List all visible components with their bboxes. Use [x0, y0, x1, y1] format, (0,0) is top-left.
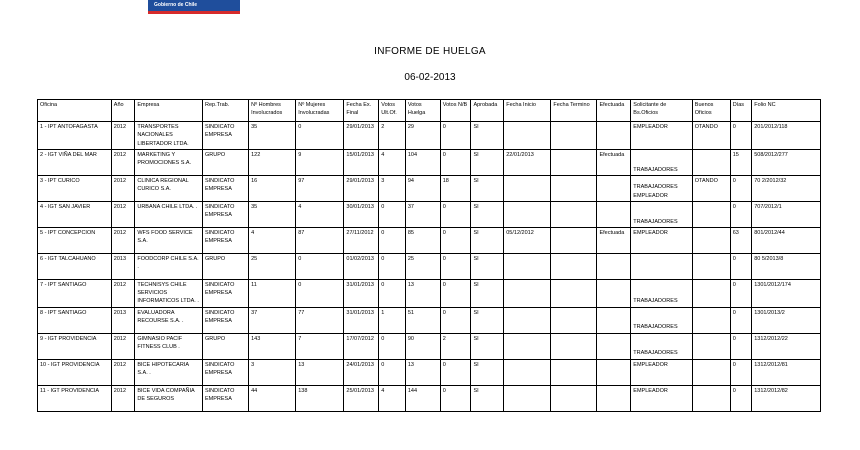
buenos-oficios-cell: [692, 253, 730, 279]
column-header: Fecha Termino: [551, 100, 597, 122]
fecha-ex-final-cell: 29/01/2013: [344, 122, 379, 150]
folio-nc-cell: 201/2012/118: [752, 122, 821, 150]
votos-huelga-cell: 94: [405, 175, 440, 201]
oficina-cell: 3 - IPT CURICO: [38, 175, 112, 201]
hombres-cell: 11: [249, 279, 296, 307]
buenos-oficios-cell: [692, 359, 730, 385]
solicitante-cell: TRABAJADORES: [631, 333, 692, 359]
efectuada-cell: Efectuada: [597, 227, 631, 253]
dias-cell: 15: [730, 149, 752, 175]
empresa-cell: EVALUADORA RECOURSE S.A. .: [135, 307, 203, 333]
fecha-ex-final-cell: 31/01/2013: [344, 307, 379, 333]
folio-nc-cell: 80 5/2013/8: [752, 253, 821, 279]
aprobada-cell: SI: [471, 359, 504, 385]
empresa-cell: BICE VIDA COMPAÑIA DE SEGUROS: [135, 385, 203, 411]
buenos-oficios-cell: OTANDO: [692, 122, 730, 150]
rep-trab-cell: SINDICATO EMPRESA: [202, 175, 248, 201]
efectuada-cell: [597, 253, 631, 279]
votos-nb-cell: 0: [440, 359, 471, 385]
strike-report-table: [37, 99, 821, 412]
mujeres-cell: 77: [296, 307, 344, 333]
fecha-ex-final-cell: 01/02/2013: [344, 253, 379, 279]
oficina-cell: 10 - IGT PROVIDENCIA: [38, 359, 112, 385]
votos-ult-of-cell: 0: [379, 253, 406, 279]
table-row: [38, 359, 821, 385]
fecha-termino-cell: [551, 149, 597, 175]
column-header: Fecha Ex. Final: [344, 100, 379, 122]
fecha-inicio-cell: [504, 307, 551, 333]
column-header: Nº Hombres Involucrados: [249, 100, 296, 122]
folio-nc-cell: 1312/2012/22: [752, 333, 821, 359]
mujeres-cell: 7: [296, 333, 344, 359]
table-row: [38, 175, 821, 201]
solicitante-cell: EMPLEADOR: [631, 385, 692, 411]
rep-trab-cell: SINDICATO EMPRESA: [202, 307, 248, 333]
anio-cell: 2012: [111, 175, 135, 201]
rep-trab-cell: GRUPO: [202, 253, 248, 279]
column-header: Empresa: [135, 100, 203, 122]
anio-cell: 2012: [111, 279, 135, 307]
column-header: Votos N/B: [440, 100, 471, 122]
fecha-termino-cell: [551, 385, 597, 411]
votos-nb-cell: 18: [440, 175, 471, 201]
oficina-cell: 5 - IPT CONCEPCION: [38, 227, 112, 253]
fecha-ex-final-cell: 24/01/2013: [344, 359, 379, 385]
oficina-cell: 7 - IPT SANTIAGO: [38, 279, 112, 307]
votos-huelga-cell: 37: [405, 201, 440, 227]
fecha-inicio-cell: [504, 359, 551, 385]
fecha-inicio-cell: [504, 253, 551, 279]
oficina-cell: 11 - IGT PROVIDENCIA: [38, 385, 112, 411]
dias-cell: 0: [730, 253, 752, 279]
empresa-cell: URBANA CHILE LTDA. .: [135, 201, 203, 227]
oficina-cell: 2 - IGT VIÑA DEL MAR: [38, 149, 112, 175]
solicitante-cell: TRABAJADORES: [631, 201, 692, 227]
fecha-termino-cell: [551, 333, 597, 359]
empresa-cell: TRANSPORTES NACIONALES LIBERTADOR LTDA.: [135, 122, 203, 150]
votos-ult-of-cell: 4: [379, 149, 406, 175]
report-title: INFORME DE HUELGA: [374, 46, 486, 57]
hombres-cell: 37: [249, 307, 296, 333]
votos-nb-cell: 0: [440, 122, 471, 150]
votos-nb-cell: 0: [440, 307, 471, 333]
folio-nc-cell: 1301/2012/174: [752, 279, 821, 307]
fecha-termino-cell: [551, 175, 597, 201]
votos-ult-of-cell: 0: [379, 359, 406, 385]
oficina-cell: 9 - IGT PROVIDENCIA: [38, 333, 112, 359]
aprobada-cell: SI: [471, 307, 504, 333]
mujeres-cell: 0: [296, 122, 344, 150]
rep-trab-cell: SINDICATO EMPRESA: [202, 227, 248, 253]
dias-cell: 0: [730, 201, 752, 227]
efectuada-cell: [597, 359, 631, 385]
solicitante-cell: TRABAJADORES EMPLEADOR: [631, 175, 692, 201]
fecha-termino-cell: [551, 201, 597, 227]
votos-ult-of-cell: 3: [379, 175, 406, 201]
aprobada-cell: SI: [471, 385, 504, 411]
aprobada-cell: SI: [471, 227, 504, 253]
empresa-cell: WFS FOOD SERVICE S.A.: [135, 227, 203, 253]
aprobada-cell: SI: [471, 149, 504, 175]
column-header: Votos Huelga: [405, 100, 440, 122]
votos-ult-of-cell: 2: [379, 122, 406, 150]
folio-nc-cell: 1312/2012/81: [752, 359, 821, 385]
fecha-inicio-cell: [504, 333, 551, 359]
aprobada-cell: SI: [471, 253, 504, 279]
votos-nb-cell: 0: [440, 279, 471, 307]
logo-red-stripe: [148, 11, 240, 14]
empresa-cell: MARKETING Y PROMOCIONES S.A.: [135, 149, 203, 175]
fecha-termino-cell: [551, 253, 597, 279]
column-header: Votos Ult.Of.: [379, 100, 406, 122]
column-header: Solicitante de Bs.Oficios: [631, 100, 692, 122]
mujeres-cell: 97: [296, 175, 344, 201]
buenos-oficios-cell: [692, 201, 730, 227]
votos-nb-cell: 0: [440, 227, 471, 253]
mujeres-cell: 0: [296, 253, 344, 279]
column-header: Fecha Inicio: [504, 100, 551, 122]
table-row: [38, 279, 821, 307]
solicitante-cell: EMPLEADOR: [631, 227, 692, 253]
fecha-inicio-cell: 22/01/2013: [504, 149, 551, 175]
votos-nb-cell: 2: [440, 333, 471, 359]
efectuada-cell: Efectuada: [597, 149, 631, 175]
anio-cell: 2012: [111, 227, 135, 253]
votos-huelga-cell: 29: [405, 122, 440, 150]
column-header: Oficina: [38, 100, 112, 122]
table-header-row: [38, 100, 821, 122]
fecha-ex-final-cell: 31/01/2013: [344, 279, 379, 307]
efectuada-cell: [597, 333, 631, 359]
votos-ult-of-cell: 1: [379, 307, 406, 333]
votos-huelga-cell: 13: [405, 359, 440, 385]
votos-ult-of-cell: 0: [379, 227, 406, 253]
aprobada-cell: SI: [471, 279, 504, 307]
votos-nb-cell: 0: [440, 149, 471, 175]
mujeres-cell: 0: [296, 279, 344, 307]
fecha-ex-final-cell: 27/11/2012: [344, 227, 379, 253]
column-header: Buenos Oficios: [692, 100, 730, 122]
folio-nc-cell: 508/2012/277: [752, 149, 821, 175]
table-row: [38, 333, 821, 359]
efectuada-cell: [597, 385, 631, 411]
fecha-inicio-cell: [504, 175, 551, 201]
dias-cell: 0: [730, 333, 752, 359]
hombres-cell: 25: [249, 253, 296, 279]
folio-nc-cell: 707/2012/1: [752, 201, 821, 227]
fecha-termino-cell: [551, 307, 597, 333]
votos-nb-cell: 0: [440, 385, 471, 411]
fecha-termino-cell: [551, 279, 597, 307]
column-header: Aprobada: [471, 100, 504, 122]
fecha-ex-final-cell: 15/01/2013: [344, 149, 379, 175]
buenos-oficios-cell: OTANDO: [692, 175, 730, 201]
mujeres-cell: 138: [296, 385, 344, 411]
gobierno-de-chile-logo: [148, 0, 240, 14]
dias-cell: 0: [730, 122, 752, 150]
fecha-termino-cell: [551, 359, 597, 385]
folio-nc-cell: 70 2/2012/32: [752, 175, 821, 201]
rep-trab-cell: GRUPO: [202, 333, 248, 359]
mujeres-cell: 4: [296, 201, 344, 227]
rep-trab-cell: GRUPO: [202, 149, 248, 175]
solicitante-cell: [631, 253, 692, 279]
dias-cell: 0: [730, 175, 752, 201]
solicitante-cell: EMPLEADOR: [631, 122, 692, 150]
hombres-cell: 3: [249, 359, 296, 385]
efectuada-cell: [597, 122, 631, 150]
fecha-ex-final-cell: 30/01/2013: [344, 201, 379, 227]
mujeres-cell: 87: [296, 227, 344, 253]
rep-trab-cell: SINDICATO EMPRESA: [202, 201, 248, 227]
efectuada-cell: [597, 307, 631, 333]
logo-text: Gobierno de Chile: [154, 2, 198, 8]
mujeres-cell: 9: [296, 149, 344, 175]
votos-nb-cell: 0: [440, 253, 471, 279]
hombres-cell: 143: [249, 333, 296, 359]
table-row: [38, 149, 821, 175]
rep-trab-cell: SINDICATO EMPRESA: [202, 279, 248, 307]
hombres-cell: 4: [249, 227, 296, 253]
anio-cell: 2012: [111, 149, 135, 175]
column-header: Días: [730, 100, 752, 122]
efectuada-cell: [597, 201, 631, 227]
votos-huelga-cell: 90: [405, 333, 440, 359]
empresa-cell: GIMNASIO PACIF FITNESS CLUB .: [135, 333, 203, 359]
anio-cell: 2012: [111, 122, 135, 150]
buenos-oficios-cell: [692, 279, 730, 307]
votos-huelga-cell: 85: [405, 227, 440, 253]
empresa-cell: TECHNISYS CHILE SERVICIOS INFORMATICOS LTDA. .: [135, 279, 203, 307]
dias-cell: 0: [730, 359, 752, 385]
anio-cell: 2013: [111, 307, 135, 333]
fecha-inicio-cell: [504, 122, 551, 150]
empresa-cell: CLINICA REGIONAL CURICO S.A.: [135, 175, 203, 201]
votos-ult-of-cell: 0: [379, 333, 406, 359]
empresa-cell: FOODCORP CHILE S.A. .: [135, 253, 203, 279]
column-header: Año: [111, 100, 135, 122]
anio-cell: 2012: [111, 333, 135, 359]
table-row: [38, 253, 821, 279]
rep-trab-cell: SINDICATO EMPRESA: [202, 122, 248, 150]
oficina-cell: 1 - IPT ANTOFAGASTA: [38, 122, 112, 150]
dias-cell: 0: [730, 385, 752, 411]
fecha-termino-cell: [551, 227, 597, 253]
solicitante-cell: TRABAJADORES: [631, 307, 692, 333]
anio-cell: 2012: [111, 201, 135, 227]
table-row: [38, 122, 821, 150]
empresa-cell: BICE HIPOTECARIA S.A. .: [135, 359, 203, 385]
column-header: Folio NC: [752, 100, 821, 122]
oficina-cell: 8 - IPT SANTIAGO: [38, 307, 112, 333]
fecha-inicio-cell: [504, 279, 551, 307]
folio-nc-cell: 801/2012/44: [752, 227, 821, 253]
aprobada-cell: SI: [471, 333, 504, 359]
votos-ult-of-cell: 0: [379, 279, 406, 307]
fecha-termino-cell: [551, 122, 597, 150]
anio-cell: 2013: [111, 253, 135, 279]
votos-ult-of-cell: 4: [379, 385, 406, 411]
column-header: Nº Mujeres Involucradas: [296, 100, 344, 122]
votos-huelga-cell: 13: [405, 279, 440, 307]
votos-huelga-cell: 51: [405, 307, 440, 333]
hombres-cell: 16: [249, 175, 296, 201]
aprobada-cell: SI: [471, 175, 504, 201]
hombres-cell: 44: [249, 385, 296, 411]
table-row: [38, 385, 821, 411]
fecha-inicio-cell: [504, 201, 551, 227]
solicitante-cell: TRABAJADORES: [631, 279, 692, 307]
folio-nc-cell: 1301/2013/2: [752, 307, 821, 333]
buenos-oficios-cell: [692, 227, 730, 253]
efectuada-cell: [597, 279, 631, 307]
folio-nc-cell: 1312/2012/82: [752, 385, 821, 411]
oficina-cell: 6 - IGT TALCAHUANO: [38, 253, 112, 279]
hombres-cell: 35: [249, 122, 296, 150]
dias-cell: 0: [730, 307, 752, 333]
solicitante-cell: TRABAJADORES: [631, 149, 692, 175]
hombres-cell: 35: [249, 201, 296, 227]
mujeres-cell: 13: [296, 359, 344, 385]
column-header: Efectuada: [597, 100, 631, 122]
buenos-oficios-cell: [692, 307, 730, 333]
votos-nb-cell: 0: [440, 201, 471, 227]
buenos-oficios-cell: [692, 333, 730, 359]
table-row: [38, 307, 821, 333]
aprobada-cell: SI: [471, 201, 504, 227]
anio-cell: 2012: [111, 385, 135, 411]
votos-huelga-cell: 25: [405, 253, 440, 279]
rep-trab-cell: SINDICATO EMPRESA: [202, 385, 248, 411]
votos-ult-of-cell: 0: [379, 201, 406, 227]
aprobada-cell: SI: [471, 122, 504, 150]
votos-huelga-cell: 104: [405, 149, 440, 175]
dias-cell: 0: [730, 279, 752, 307]
votos-huelga-cell: 144: [405, 385, 440, 411]
buenos-oficios-cell: [692, 385, 730, 411]
rep-trab-cell: SINDICATO EMPRESA: [202, 359, 248, 385]
column-header: Rep.Trab.: [202, 100, 248, 122]
buenos-oficios-cell: [692, 149, 730, 175]
fecha-ex-final-cell: 25/01/2013: [344, 385, 379, 411]
dias-cell: 63: [730, 227, 752, 253]
fecha-inicio-cell: [504, 385, 551, 411]
efectuada-cell: [597, 175, 631, 201]
table-row: [38, 201, 821, 227]
anio-cell: 2012: [111, 359, 135, 385]
fecha-inicio-cell: 05/12/2012: [504, 227, 551, 253]
report-date: 06-02-2013: [404, 72, 456, 83]
fecha-ex-final-cell: 17/07/2012: [344, 333, 379, 359]
solicitante-cell: EMPLEADOR: [631, 359, 692, 385]
oficina-cell: 4 - IGT SAN JAVIER: [38, 201, 112, 227]
hombres-cell: 122: [249, 149, 296, 175]
table-row: [38, 227, 821, 253]
fecha-ex-final-cell: 29/01/2013: [344, 175, 379, 201]
